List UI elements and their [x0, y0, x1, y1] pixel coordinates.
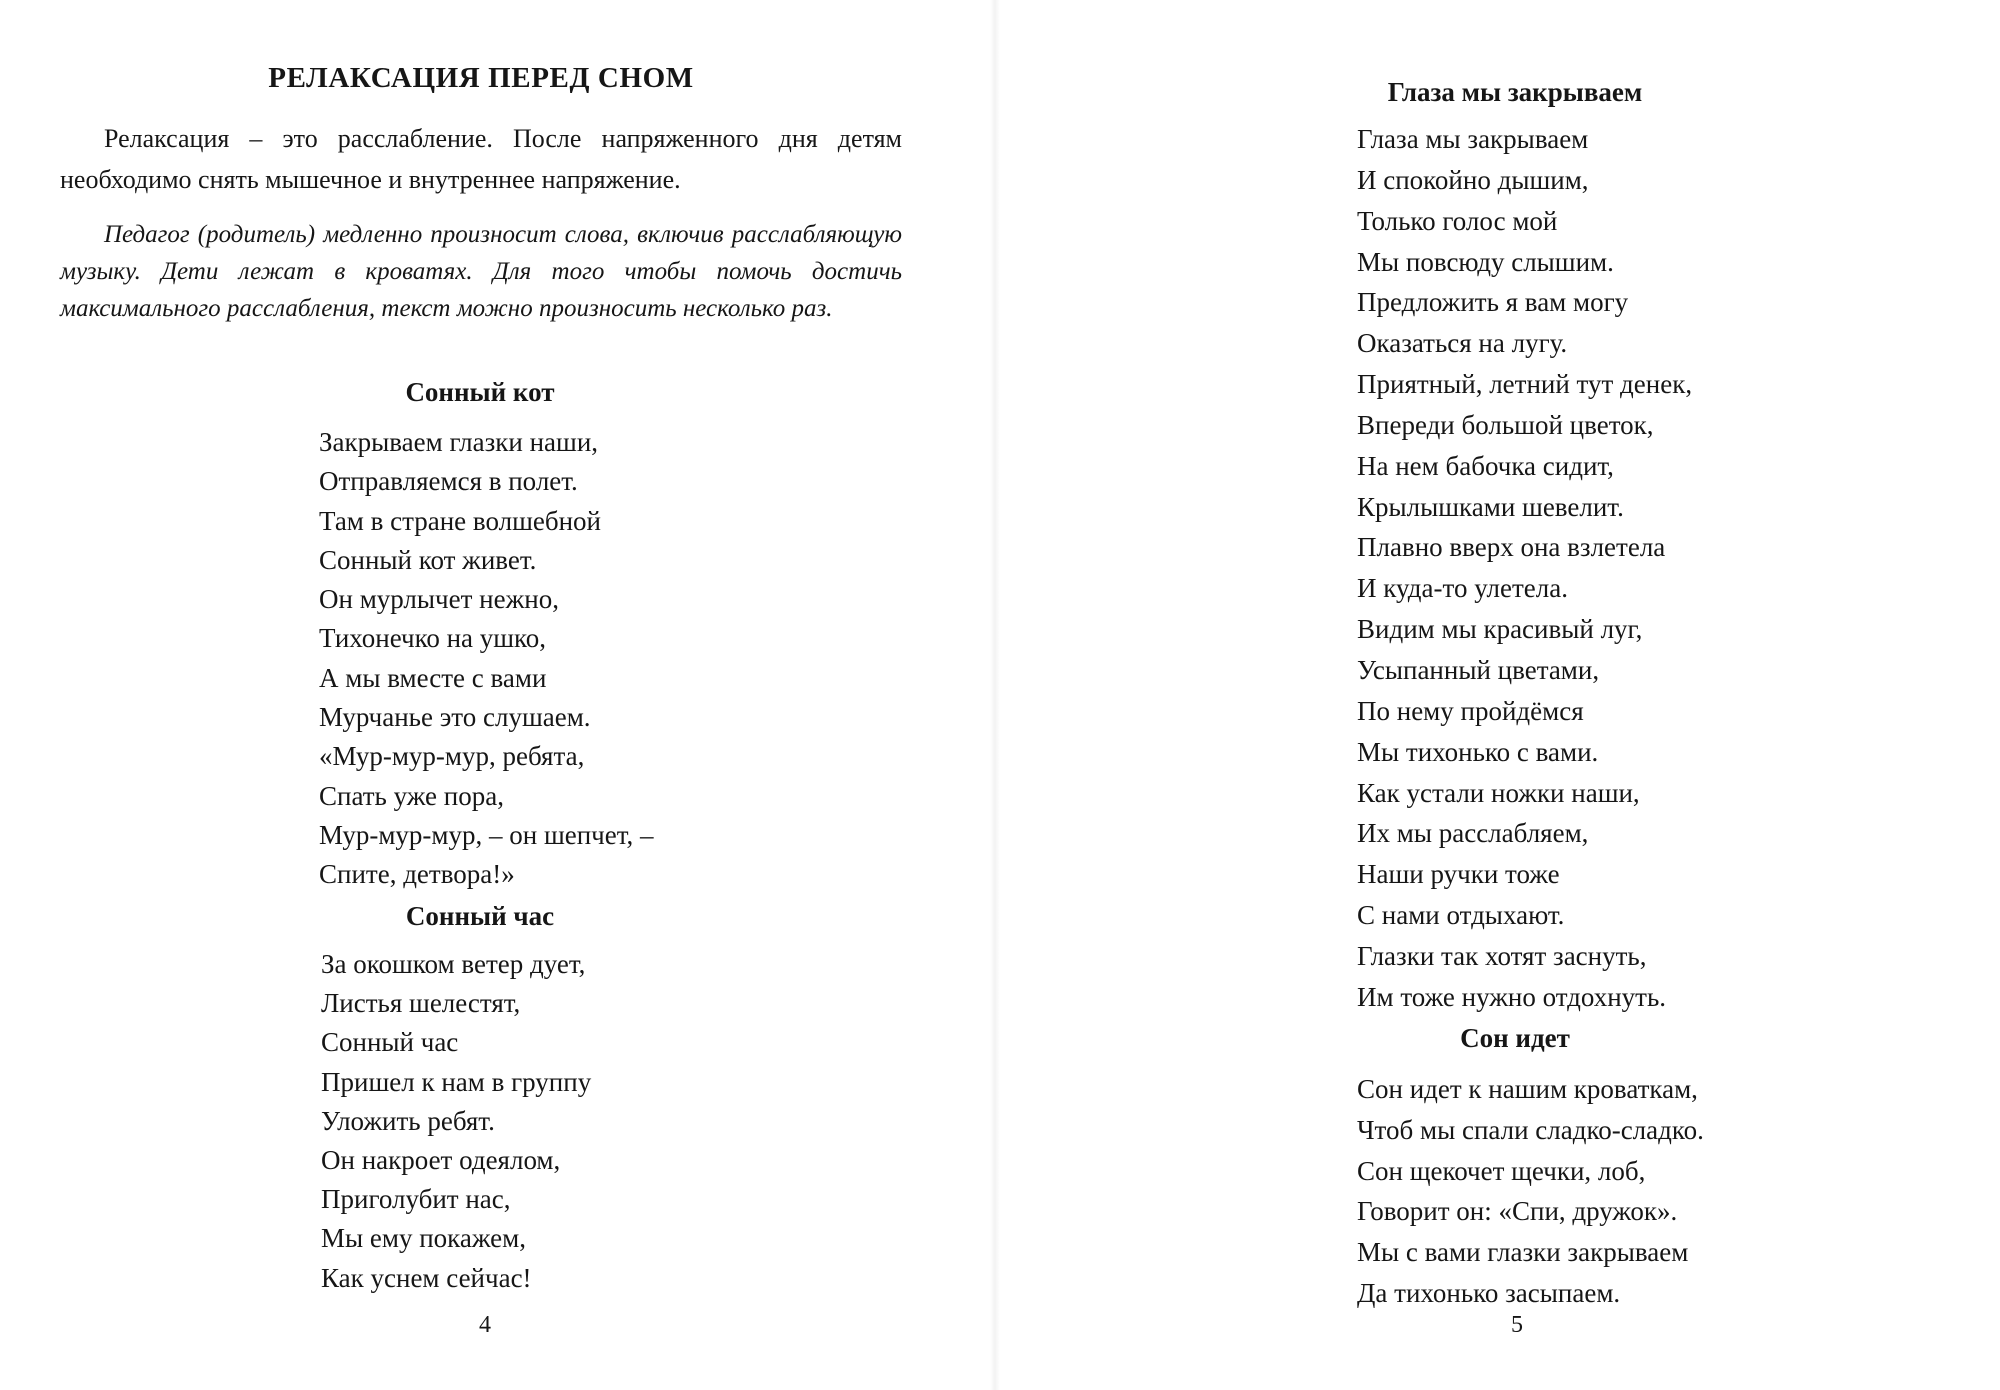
poem-line: Закрываем глазки наши,: [319, 427, 599, 457]
left-page: [0, 0, 990, 1390]
poem-line: Спать уже пора,: [319, 780, 504, 811]
poem-line: Там в стране волшебной: [319, 505, 602, 536]
poem-line: Сон щекочет щечки, лоб,: [1357, 1155, 1646, 1186]
page-number-left: 4: [479, 1312, 491, 1338]
poem-line: Он накроет одеялом,: [321, 1145, 561, 1176]
poem-line: Наши ручки тоже: [1357, 859, 1560, 890]
poem-son-idet: [1357, 1069, 1704, 1314]
intro-paragraph: Релаксация – это расслабление. После напряженного дня детям необходимо снять мышечное и внутреннее напряжение.: [60, 124, 902, 194]
poem-line: Мы ему покажем,: [321, 1223, 526, 1254]
poem-title-sonny-kot: Сонный кот: [405, 377, 555, 407]
poem-glaza-my-zakryvaem: [1357, 119, 1692, 1018]
poem-line: Сонный час: [321, 1027, 459, 1058]
poem-line: На нем бабочка сидит,: [1357, 450, 1614, 481]
poem-line: Усыпанный цветами,: [1357, 654, 1600, 685]
poem-line: Мурчанье это слушаем.: [319, 702, 591, 733]
poem-line: Пришел к нам в группу: [321, 1066, 592, 1097]
poem-line: Сонный кот живет.: [319, 544, 537, 575]
poem-line: Мы повсюду слышим.: [1357, 246, 1614, 277]
poem-line: Предложить я вам могу: [1357, 287, 1629, 318]
poem-title-sonny-chas: Сонный час: [405, 901, 555, 931]
poem-line: По нему пройдёмся: [1357, 695, 1584, 726]
poem-line: Оказаться на лугу.: [1357, 328, 1568, 359]
poem-line: Видим мы красивый луг,: [1357, 614, 1643, 645]
poem-line: Их мы расслабляем,: [1357, 818, 1589, 849]
poem-line: А мы вместе с вами: [319, 662, 547, 693]
poem-sonny-chas: [321, 945, 591, 1298]
poem-line: Приголубит нас,: [321, 1184, 511, 1215]
poem-line: Крылышками шевелит.: [1357, 491, 1624, 522]
poem-line: Глазки так хотят заснуть,: [1357, 940, 1647, 971]
poem-line: Сон идет к нашим кроваткам,: [1357, 1074, 1698, 1104]
poem-line: Приятный, летний тут денек,: [1357, 369, 1693, 400]
page-number-right: 5: [1511, 1312, 1523, 1338]
poem-line: Спите, детвора!»: [319, 859, 515, 890]
instruction-note: Педагог (родитель) медленно произносит слова, включив расслабляющую музыку. Дети лежат в кроватях. Для того чтобы помочь достичь максимального расслабления, текст можно произносить несколько раз.: [60, 221, 902, 322]
right-page: [1000, 0, 2000, 1390]
poem-line: Плавно вверх она взлетела: [1357, 532, 1666, 563]
poem-line: Говорит он: «Спи, дружок».: [1357, 1196, 1678, 1227]
poem-line: И куда-то улетела.: [1357, 573, 1568, 604]
poem-line: И спокойно дышим,: [1357, 164, 1589, 195]
page-title: РЕЛАКСАЦИЯ ПЕРЕД СНОМ: [268, 62, 694, 94]
poem-line: Впереди большой цветок,: [1357, 409, 1654, 440]
poem-line: Отправляемся в полет.: [319, 466, 578, 497]
poem-line: Как уснем сейчас!: [321, 1262, 532, 1293]
poem-sonny-kot: [319, 423, 654, 895]
poem-line: Листья шелестят,: [321, 988, 521, 1019]
poem-line: Да тихонько засыпаем.: [1357, 1277, 1621, 1308]
poem-line: Им тоже нужно отдохнуть.: [1357, 981, 1667, 1012]
poem-line: Уложить ребят.: [321, 1105, 495, 1136]
poem-title-glaza: Глаза мы закрываем: [1387, 77, 1643, 107]
poem-title-son-idet: Сон идет: [1460, 1023, 1570, 1053]
poem-line: Мур-мур-мур, – он шепчет, –: [319, 819, 654, 850]
poem-line: Как устали ножки наши,: [1357, 777, 1640, 808]
poem-line: Мы тихонько с вами.: [1357, 736, 1599, 767]
poem-line: «Мур-мур-мур, ребята,: [319, 741, 585, 772]
poem-line: Только голос мой: [1357, 205, 1558, 236]
poem-line: За окошком ветер дует,: [321, 949, 586, 979]
book-gutter: [990, 0, 1000, 1390]
poem-line: Он мурлычет нежно,: [319, 584, 559, 615]
poem-line: Глаза мы закрываем: [1357, 124, 1589, 154]
poem-line: Тихонечко на ушко,: [319, 623, 547, 654]
poem-line: Мы с вами глазки закрываем: [1357, 1237, 1689, 1268]
poem-line: С нами отдыхают.: [1357, 900, 1565, 931]
poem-line: Чтоб мы спали сладко-сладко.: [1357, 1114, 1704, 1145]
